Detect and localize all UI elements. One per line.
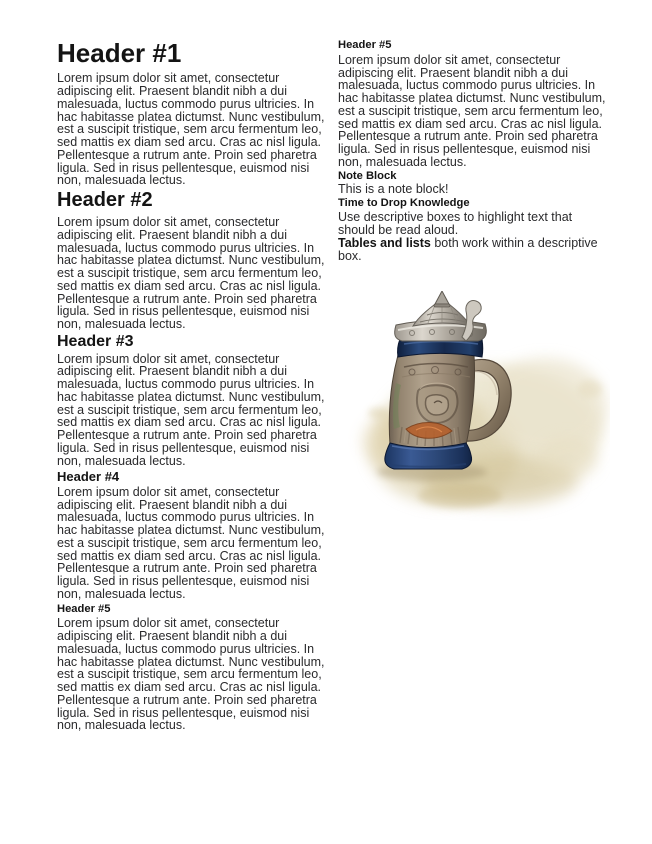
body-paragraph-3: Lorem ipsum dolor sit amet, consectetur adipiscing elit. Praesent blandit nibh a dui malesuada, luctus commodo purus ultricies. In hac habitasse platea dictumst. Nunc vestibulum, est a suscipit tristique, sem arcu fermentum leo, sed mattis ex diam sed arcu. Cras ac nisl ligula. Pellentesque a rutrum ante. Proin sed pharetra ligula. Sed in risus pellentesque, euismod nisi non, malesuada lectus. xyxy=(57,351,325,468)
beer-stein-image xyxy=(340,291,610,521)
header-2: Header #2 xyxy=(57,189,153,212)
body-paragraph-6: Lorem ipsum dolor sit amet, consectetur adipiscing elit. Praesent blandit nibh a dui malesuada, luctus commodo purus ultricies. In hac habitasse platea dictumst. Nunc vestibulum, est a suscipit tristique, sem arcu fermentum leo, sed mattis ex diam sed arcu. Cras ac nisl ligula. Pellentesque a rutrum ante. Proin sed pharetra ligula. Sed in risus pellentesque, euismod nisi non, malesuada lectus. xyxy=(338,52,606,169)
right-column xyxy=(338,40,606,733)
tables-note xyxy=(338,237,606,263)
left-column xyxy=(57,40,325,733)
body-paragraph-2: Lorem ipsum dolor sit amet, consectetur adipiscing elit. Praesent blandit nibh a dui malesuada, luctus commodo purus ultricies. In hac habitasse platea dictumst. Nunc vestibulum, est a suscipit tristique, sem arcu fermentum leo, sed mattis ex diam sed arcu. Cras ac nisl ligula. Pellentesque a rutrum ante. Proin sed pharetra ligula. Sed in risus pellentesque, euismod nisi non, malesuada lectus. xyxy=(57,215,325,332)
header-4: Header #4 xyxy=(57,469,120,485)
tables-note-bold: Tables and lists xyxy=(338,236,431,251)
body-paragraph-5: Lorem ipsum dolor sit amet, consectetur adipiscing elit. Praesent blandit nibh a dui malesuada, luctus commodo purus ultricies. In hac habitasse platea dictumst. Nunc vestibulum, est a suscipit tristique, sem arcu fermentum leo, sed mattis ex diam sed arcu. Cras ac nisl ligula. Pellentesque a rutrum ante. Proin sed pharetra ligula. Sed in risus pellentesque, euismod nisi non, malesuada lectus. xyxy=(57,616,325,733)
header-1: Header #1 xyxy=(57,38,182,68)
body-paragraph-4: Lorem ipsum dolor sit amet, consectetur adipiscing elit. Praesent blandit nibh a dui malesuada, luctus commodo purus ultricies. In hac habitasse platea dictumst. Nunc vestibulum, est a suscipit tristique, sem arcu fermentum leo, sed mattis ex diam sed arcu. Cras ac nisl ligula. Pellentesque a rutrum ante. Proin sed pharetra ligula. Sed in risus pellentesque, euismod nisi non, malesuada lectus. xyxy=(57,484,325,601)
tables-note-rest: both work within a descriptive box. xyxy=(338,236,598,263)
knowledge-title: Time to Drop Knowledge xyxy=(338,197,470,209)
header-3: Header #3 xyxy=(57,332,134,350)
stein-illustration xyxy=(340,291,610,521)
header-5-right: Header #5 xyxy=(338,39,392,51)
stein-body xyxy=(389,352,474,450)
note-block-title: Note Block xyxy=(338,169,397,182)
knowledge-text: Use descriptive boxes to highlight text that should be read aloud. xyxy=(338,209,573,237)
header-5-left: Header #5 xyxy=(57,602,111,615)
note-block-text: This is a note block! xyxy=(338,182,449,197)
stein-finial xyxy=(434,291,450,307)
body-paragraph-1: Lorem ipsum dolor sit amet, consectetur adipiscing elit. Praesent blandit nibh a dui malesuada, luctus commodo purus ultricies. In hac habitasse platea dictumst. Nunc vestibulum, est a suscipit tristique, sem arcu fermentum leo, sed mattis ex diam sed arcu. Cras ac nisl ligula. Pellentesque a rutrum ante. Proin sed pharetra ligula. Sed in risus pellentesque, euismod nisi non, malesuada lectus. xyxy=(57,71,325,188)
